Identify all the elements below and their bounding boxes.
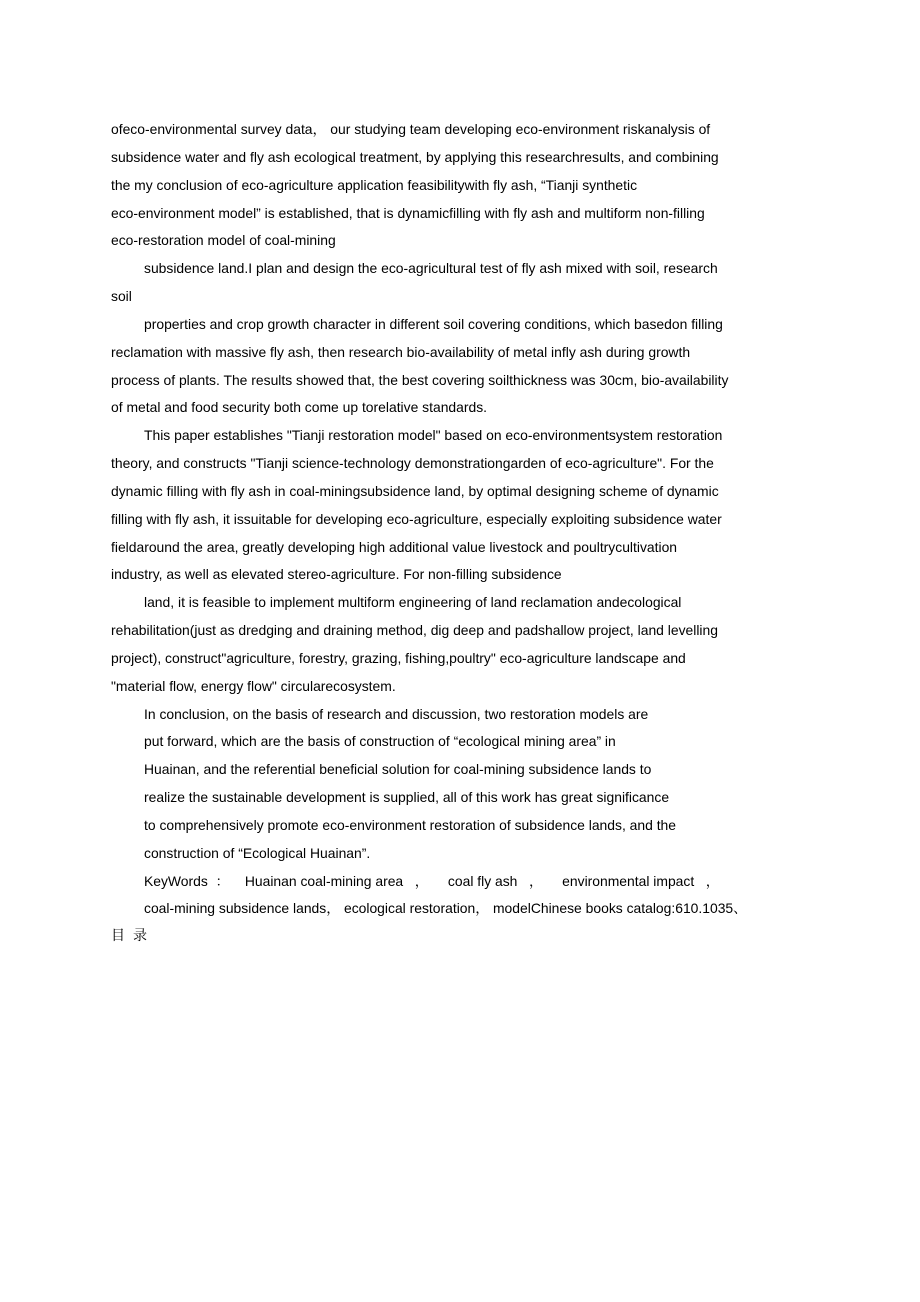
text-line: rehabilitation(just as dredging and draining method, dig deep and padshallow project, land levelling — [111, 622, 718, 638]
text-line: "material flow, energy flow" circularecosystem. — [111, 678, 396, 694]
text-line: subsidence land.I plan and design the eco-agricultural test of fly ash mixed with soil, research — [144, 260, 718, 276]
text-line: reclamation with massive fly ash, then research bio-availability of metal infly ash during growth — [111, 344, 691, 360]
text-line: realize the sustainable development is supplied, all of this work has great significance — [144, 789, 670, 805]
text-line: put forward, which are the basis of construction of “ecological mining area” in — [144, 733, 616, 749]
text-line: the my conclusion of eco-agriculture application feasibilitywith fly ash, “Tianji synthetic — [111, 177, 638, 193]
text-line: of metal and food security both come up torelative standards. — [111, 399, 488, 415]
text-line: In conclusion, on the basis of research and discussion, two restoration models are — [144, 706, 649, 722]
text-line: project), construct"agriculture, forestry, grazing, fishing,poultry" eco-agriculture landscape and — [111, 650, 686, 666]
text-line: fieldaround the area, greatly developing high additional value livestock and poultrycultivation — [111, 539, 678, 555]
text-line: industry, as well as elevated stereo-agriculture. For non-filling subsidence — [111, 566, 562, 582]
text-line: land, it is feasible to implement multiform engineering of land reclamation andecological — [144, 594, 682, 610]
keywords-line: coal-mining subsidence lands， ecological restoration， modelChinese books catalog:610.1035、 — [144, 900, 748, 916]
text-line: process of plants. The results showed that, the best covering soilthickness was 30cm, bio-availability — [111, 372, 729, 388]
text-line: Huainan, and the referential beneficial solution for coal-mining subsidence lands to — [144, 761, 652, 777]
text-line: ofeco-environmental survey data， our studying team developing eco-environment riskanalysis of — [111, 121, 711, 137]
text-line: to comprehensively promote eco-environment restoration of subsidence lands, and the — [144, 817, 677, 833]
text-line: construction of “Ecological Huainan”. — [144, 845, 371, 861]
text-line: subsidence water and fly ash ecological treatment, by applying this researchresults, and combining — [111, 149, 719, 165]
text-line: filling with fly ash, it issuitable for developing eco-agriculture, especially exploiting subsidence water — [111, 511, 722, 527]
text-line: eco-restoration model of coal-mining — [111, 232, 336, 248]
keywords-line: KeyWords ： Huainan coal-mining area ， coal fly ash ， environmental impact ， — [144, 873, 720, 889]
text-line: dynamic filling with fly ash in coal-miningsubsidence land, by optimal designing scheme of dynamic — [111, 483, 719, 499]
text-line: properties and crop growth character in different soil covering conditions, which basedon filling — [144, 316, 723, 332]
text-line: soil — [111, 288, 132, 304]
text-line: This paper establishes "Tianji restoration model" based on eco-environmentsystem restoration — [144, 427, 723, 443]
text-line: eco-environment model” is established, that is dynamicfilling with fly ash and multiform non-filling — [111, 205, 705, 221]
text-line: theory, and constructs "Tianji science-technology demonstrationgarden of eco-agriculture". For the — [111, 455, 714, 471]
toc-heading: 目录 — [111, 928, 155, 944]
